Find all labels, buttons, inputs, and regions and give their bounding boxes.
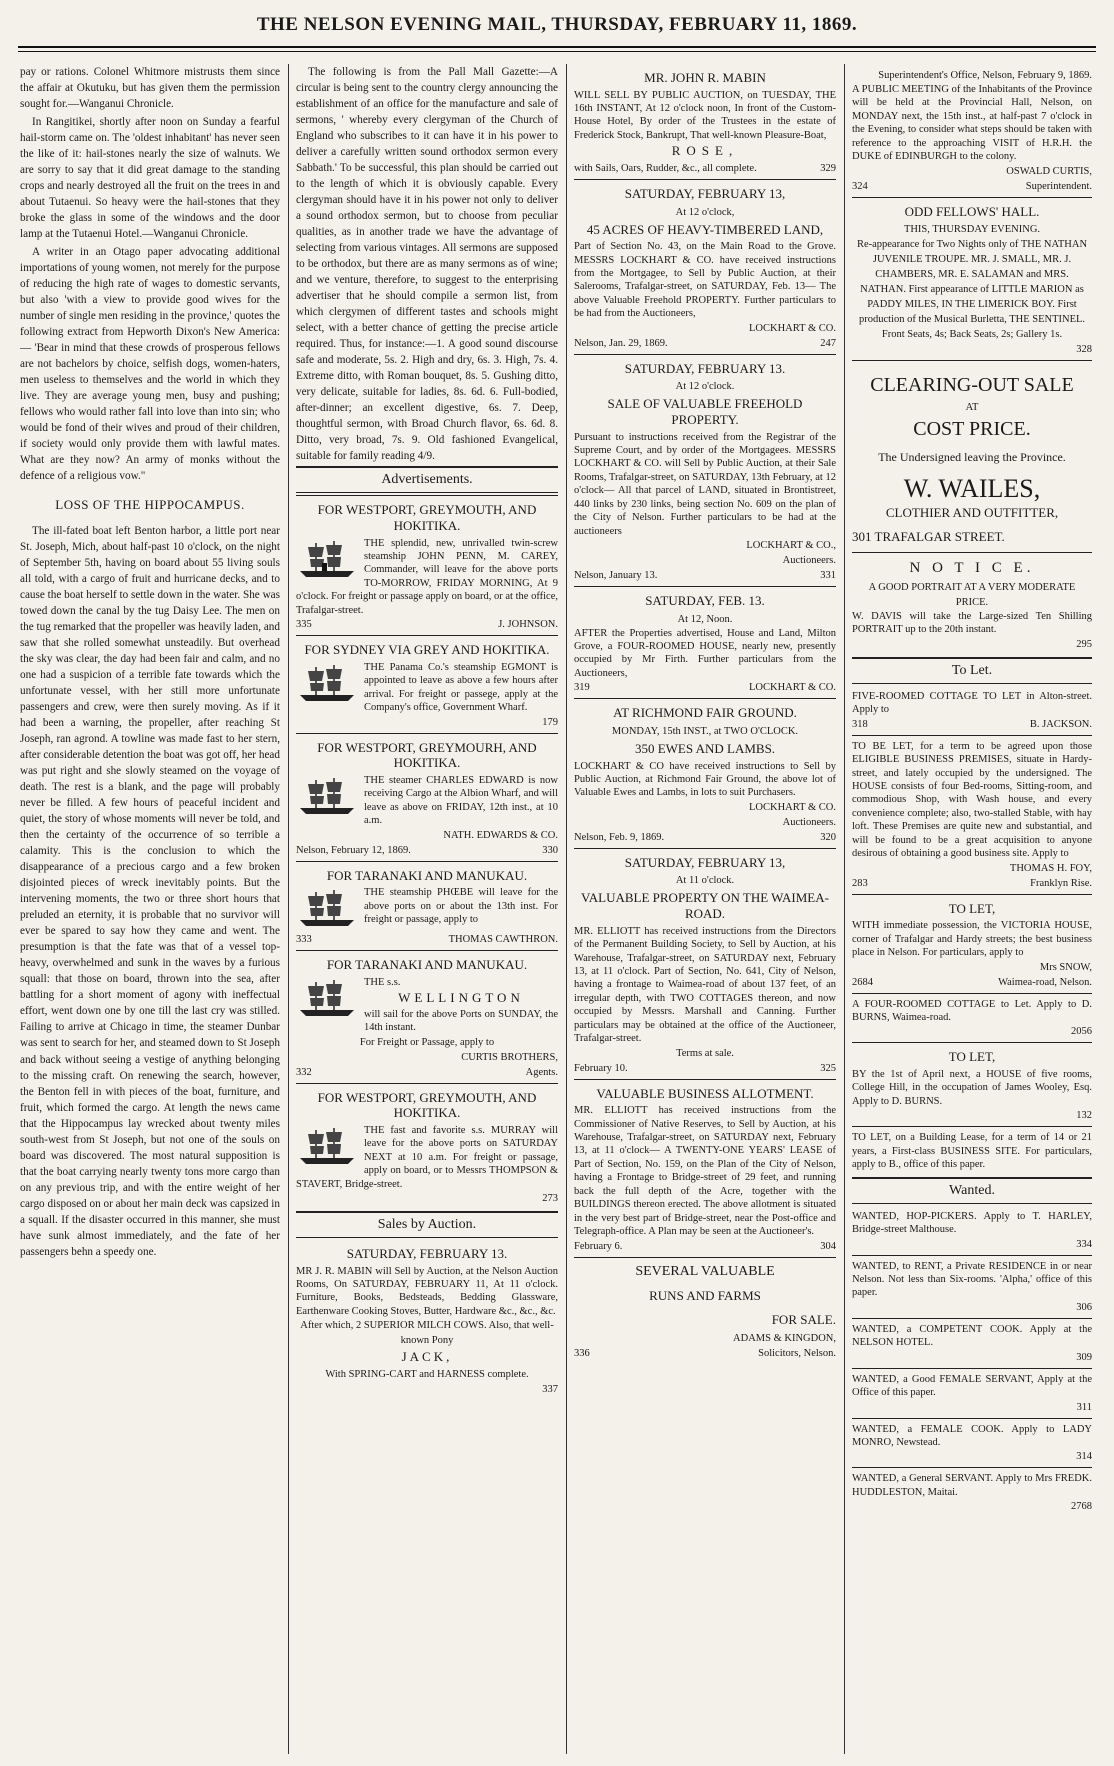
ad-address: 301 TRAFALGAR STREET. <box>852 529 1005 545</box>
ad-title: SATURDAY, FEBRUARY 13, <box>624 854 786 870</box>
ad-number: 295 <box>1076 638 1092 650</box>
ad-number: 337 <box>542 1383 558 1395</box>
ad-body: A FOUR-ROOMED COTTAGE to Let. Apply to D. BURNS, Waimea-road. <box>852 998 1092 1023</box>
ad-date: February 6. <box>574 1240 623 1252</box>
ad-signature: Solicitors, Nelson. <box>758 1347 836 1359</box>
ad-title: RUNS AND FARMS <box>649 1288 761 1304</box>
ad-body: THE s.s. <box>364 976 401 988</box>
column-1 <box>20 64 280 1754</box>
ad-signature: THOMAS H. FOY, <box>1009 862 1092 874</box>
advertisement <box>852 1255 1092 1318</box>
ad-body: WANTED, a Good FEMALE SERVANT, Apply at the Office of this paper. <box>852 1373 1092 1399</box>
ad-body: BY the 1st of April next, a HOUSE of five rooms, College Hill, in the occupation of James Wooley, Esq. Apply to D. BURNS. <box>852 1068 1092 1107</box>
ad-title: SATURDAY, FEBRUARY 13. <box>346 1245 508 1261</box>
ad-terms: Terms at sale. <box>676 1047 734 1059</box>
ad-number: 2684 <box>852 976 873 988</box>
ad-signature: LOCKHART & CO. <box>749 682 836 694</box>
ad-body: WANTED, a General SERVANT. Apply to Mrs FREDK. HUDDLESTON, Maitai. <box>852 1473 1092 1498</box>
advertisement <box>852 1318 1092 1368</box>
ad-title: ODD FELLOWS' HALL. <box>904 203 1040 219</box>
ad-body: FIVE-ROOMED COTTAGE TO LET in Alton-street. Apply to <box>852 690 1092 716</box>
ad-date: Nelson, Jan. 29, 1869. <box>574 337 668 349</box>
ad-subtitle: THIS, THURSDAY EVENING. <box>903 224 1041 236</box>
section-heading: To Let. <box>852 657 1092 684</box>
ad-signature: Auctioneers. <box>782 555 836 567</box>
ad-signature: Auctioneers. <box>782 816 836 828</box>
advertisement <box>296 635 558 732</box>
ad-body: A PUBLIC MEETING of the Inhabitants of the Province will be held at the Provincial Hall, Nelson, on MONDAY next, the 15th inst., at half-past 7 o'clock in the Evening, to consider what steps should be taken with reference to the approaching VISIT of H.R.H. the DUKE of EDINBURGH to the colony. <box>852 84 1092 163</box>
advertisement <box>574 586 836 698</box>
ad-number: 309 <box>1076 1351 1092 1363</box>
ad-number: 273 <box>542 1192 558 1204</box>
ad-title: 45 ACRES OF HEAVY-TIMBERED LAND, <box>586 221 824 237</box>
paragraph: A writer in an Otago paper advocating additional importations of young women, not merely for the purpose of reducing the high rate of wages to domestic servants, but also 'with a view to provide good wives for the number of single men residing in the province,' quotes the following extract from Hepworth Dixon's New America:— 'Bear in mind that these crowds of prosperous fellows are not bachelors by choice, selfish dogs, women-haters, men useless to themselves and the world in which they live. They are average young men, busy and pushing; fellows who would rather fall into love than into sin; who would be fond of their wives and proud of their children, if society would only provide them with lawful mates. What are they now? An army of monks without the defence of a religious vow." <box>20 246 280 483</box>
ad-title: FOR SYDNEY VIA GREY AND HOKITIKA. <box>304 642 550 658</box>
ad-body: WITH immediate possession, the VICTORIA HOUSE, corner of Trafalgar and Hardy streets; the best business place in Nelson. For particulars, apply to <box>852 920 1092 959</box>
masthead-rule-thin <box>18 51 1096 52</box>
ad-signature: LOCKHART & CO. <box>749 322 836 334</box>
advertisement <box>296 861 558 951</box>
ad-title: FOR WESTPORT, GREYMOUTH, AND HOKITIKA. <box>317 502 537 533</box>
ship-icon <box>296 661 358 705</box>
ad-number: 335 <box>296 619 312 631</box>
ad-number: 325 <box>820 1062 836 1074</box>
advertisement <box>574 64 836 179</box>
ship-icon <box>296 1124 358 1168</box>
column-4 <box>852 64 1092 1754</box>
advertisement <box>574 848 836 1079</box>
advertisement <box>852 1467 1092 1517</box>
ad-subtitle: At 11 o'clock. <box>675 875 735 887</box>
column-divider <box>288 64 289 1754</box>
ad-title: FOR TARANAKI AND MANUKAU. <box>326 867 528 883</box>
ad-signature: THOMAS CAWTHRON. <box>448 934 558 946</box>
ad-title: FOR SALE. <box>771 1311 836 1327</box>
ad-signature: Mrs SNOW, <box>1039 961 1092 973</box>
ad-signature: Agents. <box>525 1066 558 1078</box>
advertisement <box>574 179 836 354</box>
advertisement <box>852 1126 1092 1174</box>
ad-title: SEVERAL VALUABLE <box>635 1263 775 1279</box>
ad-number: 2056 <box>1071 1026 1092 1038</box>
boat-name: ROSE, <box>671 143 739 159</box>
ad-body: MR. ELLIOTT has received instructions from the Directors of the Permanent Building Society, to Sell by Auction, at his Warehouse, Trafalgar-street, on SATURDAY next, February 13, at 11 o'clock. Part of Section, No. 641, City of Nelson, having a frontage to Waimea-road of about 137 feet, of an irregular depth, with TWO COTTAGES thereon, and now occupied by Messrs. Marshall and Canning. Further particulars may be obtained at the office of the Auctioneer, Trafalgar-street. <box>574 925 836 1045</box>
ad-title: SATURDAY, FEB. 13. <box>645 593 765 609</box>
ad-body: WANTED, HOP-PICKERS. Apply to T. HARLEY, Bridge-street Malthouse. <box>852 1210 1092 1236</box>
paragraph: The ill-fated boat left Benton harbor, a little port near St. Joseph, Mich, about half-past 10 o'clock, on the night of September 5th, having on board about 55 living souls all told, with a cargo of fruit and hurricane decks, and to cause the boat herself to settle down in the water. She was towed down the canal by the tug Daisy Lee. The men on the tug remarked that the propeller was heavily laden, and saw that she rolled somewhat unsteadily. But overhead the sky was clear, the day had been fair and calm, and no one had a suspicion of a terrible fate towards which the unfortunate vessel, with her still more unfortunate passengers and crew, were then surely moving. As if it had been a warning, the propeller, after reaching St Joseph, ran agrond. A towline was made fast to her stern, after considerable detention the boat was got off, her head was put right and she slowly steamed on the voyage of death. The rest is a blank, and the page will probably never be filled. A few hours of peaceful incident and quiet, the story of whose moments will never be told, and then the certainty of the occurrence of so terrible a calamity. This is the conclusion to which the disappearance of a precious cargo and a few broken disjointed pieces of wreck inevitably points. But the intervening moments, the two or three short hours that preluded an eternity, it is probable that no survivor will ever be spared to say how they came and went. The presumption is that the fate was that of a vessel top-heavy, overwhelmed and sunk in the waves by a furious squall: that those on board, thrown into the sea, after battling for a short moment of agony with ineffectual effort, went down one by one till the last cry was stilled. Failing to arrive at Chicago in time, the steamer Dunbar was sent to search for her, and steamed down to St Joseph and back without seeing a vestige of anything belonging to the missing craft. On renewing the search, however, the Benton fell in with pieces of the boat, furniture, and fruit, which formed the cargo. At length the news came that the Hippocampus lay wrecked about twenty miles south-west from St Joseph, but not one of the souls on board was discovered. The most natural supposition is that the boat carrying nearly twenty tons more cargo than on any previous trip, and with the entire weight of her cargo disposed on or about her main deck was capsized in a squall. If the disaster occurred in this manner, she must have sunk almost immediately, and the fate of her passengers behn a speedy one. <box>20 524 280 1258</box>
ad-body: Front Seats, 4s; Back Seats, 2s; Gallery 1s. <box>881 329 1063 341</box>
advertisement <box>574 1257 836 1364</box>
ship-name: WELLINGTON <box>398 990 524 1006</box>
advertisement <box>852 197 1092 361</box>
ad-number: 319 <box>574 682 590 694</box>
ad-body: After which, 2 SUPERIOR MILCH COWS. Also, that well-known Pony <box>300 1320 554 1347</box>
ad-title: TO LET, <box>948 1049 996 1065</box>
ad-number: 329 <box>820 162 836 174</box>
ad-number: 332 <box>296 1066 312 1078</box>
ad-number: 247 <box>820 337 836 349</box>
ad-number: 328 <box>1076 344 1092 356</box>
advertisement <box>852 1418 1092 1468</box>
ad-subtitle: At 12, Noon. <box>677 613 733 625</box>
advertisement <box>296 733 558 861</box>
ad-body: with Sails, Oars, Rudder, &c., all complete. <box>574 162 757 174</box>
ad-subtitle: AT <box>965 401 979 413</box>
ad-title: VALUABLE BUSINESS ALLOTMENT. <box>596 1085 814 1101</box>
ad-body: Pursuant to instructions received from the Registrar of the Supreme Court, and by order of the Mortgagees. MESSRS LOCKHART & CO. will Sell by Public Auction, at their Sale Rooms, Trafalgar-street, on SATURDAY, 13th February, at 12 o'clock— All that parcel of LAND, situated in Brontistreet, 440 links by 230 links, being section No. 609 on the plan of the City of Nelson. Further particulars to be had at the auctioneers <box>574 431 836 537</box>
ad-body: AFTER the Properties advertised, House and Land, Milton Grove, a FOUR-ROOMED HOUSE, nearly new, presently occupied by Mr Firth. Further particulars from the Auctioneers, <box>574 627 836 679</box>
ad-number: 132 <box>1076 1110 1092 1122</box>
ad-signature: ADAMS & KINGDON, <box>733 1332 836 1344</box>
ad-body: THE steamship PHŒBE will leave for the above ports on or about the 13th inst. For freight or passage, apply to <box>364 887 558 925</box>
ad-signature: Franklyn Rise. <box>1030 877 1092 889</box>
ad-body: The Undersigned leaving the Province. <box>878 450 1066 465</box>
ad-subtitle: At 12 o'clock, <box>675 206 735 218</box>
ad-subtitle: A GOOD PORTRAIT AT A VERY MODERATE PRICE. <box>868 581 1076 608</box>
ad-number: 304 <box>820 1240 836 1252</box>
ship-icon <box>296 886 358 930</box>
ad-body: Part of Section No. 43, on the Main Road to the Grove. MESSRS LOCKHART & CO. have received instructions from the Mortgagee, to Sell by Public Auction, at their Salerooms, Trafalgar-street, on SATURDAY, Feb. 13— The above Valuable Freehold PROPERTY. Further particulars to be had from the Auctioneers, <box>574 241 836 320</box>
advertisement <box>852 1206 1092 1255</box>
ad-body: WANTED, to RENT, a Private RESIDENCE in or near Nelson. Not less than Six-rooms. 'Alpha,' office of this paper. <box>852 1260 1092 1299</box>
ad-signature: Waimea-road, Nelson. <box>998 976 1092 988</box>
advertisement <box>574 1079 836 1257</box>
ad-signature: Superintendent. <box>1025 180 1092 192</box>
advertisement <box>852 64 1092 197</box>
ad-body: TO LET, on a Building Lease, for a term of 14 or 21 years, a First-class BUSINESS SITE. For particulars, apply to B., office of this paper. <box>852 1132 1092 1171</box>
ad-body: THE Panama Co.'s steamship EGMONT is appointed to leave as above a few hours after arrival. For freight or passege, apply at the Company's office, Government Wharf. <box>364 661 558 714</box>
ad-subtitle: CLOTHIER AND OUTFITTER, <box>885 504 1059 520</box>
ad-body: For Freight or Passage, apply to <box>359 1036 495 1048</box>
advertisement <box>852 735 1092 894</box>
ad-signature: OSWALD CURTIS, <box>1006 165 1092 177</box>
advertisement <box>852 1368 1092 1418</box>
masthead: THE NELSON EVENING MAIL, THURSDAY, FEBRUARY 11, 1869. <box>256 14 858 35</box>
ad-number: 336 <box>574 1347 590 1359</box>
ad-title: N O T I C E. <box>909 559 1035 576</box>
advertisement <box>852 360 1092 552</box>
ad-title: FOR TARANAKI AND MANUKAU. <box>326 957 528 973</box>
article-heading: LOSS OF THE HIPPOCAMPUS. <box>55 497 245 513</box>
ad-body: W. DAVIS will take the Large-sized Ten Shilling PORTRAIT up to the 20th instant. <box>852 610 1092 636</box>
ad-title: 350 EWES AND LAMBS. <box>634 740 776 756</box>
advertisement <box>852 894 1092 993</box>
ad-body: TO BE LET, for a term to be agreed upon those ELIGIBLE BUSINESS PREMISES, situate in Hardy-street, and lately occupied by the undersigned. The HOUSE consists of four Bed-rooms, Sitting-room, and commodious Shop, with Wash house, and every convenience complete; also, two-stalled Stable, with hay loft. These Premises are quite new and substantial, and will be found to be a great acquisition to anyone desirous of obtaining a good business site. Apply to <box>852 740 1092 860</box>
ad-number: 283 <box>852 877 868 889</box>
column-divider <box>844 64 845 1754</box>
section-heading: Advertisements. <box>296 466 558 493</box>
ad-title: SATURDAY, FEBRUARY 13, <box>624 185 786 201</box>
ad-signature: CURTIS BROTHERS, <box>461 1051 558 1063</box>
ad-number: 311 <box>1076 1401 1092 1413</box>
column-2 <box>296 64 558 1754</box>
ad-number: 179 <box>542 716 558 728</box>
ad-title: FOR WESTPORT, GREYMOUTH, AND HOKITIKA. <box>317 1089 537 1121</box>
ship-icon <box>296 976 358 1020</box>
advertisement <box>574 698 836 848</box>
ad-body: WANTED, a COMPETENT COOK. Apply at the NELSON HOTEL. <box>852 1323 1092 1349</box>
merchant-name: W. WAILES, <box>903 473 1041 503</box>
ad-date: February 10. <box>574 1062 628 1074</box>
ad-number: 318 <box>852 718 868 730</box>
ad-date: Nelson, January 13. <box>574 570 658 582</box>
column-3 <box>574 64 836 1754</box>
advertisement <box>296 950 558 1082</box>
ship-icon <box>296 774 358 818</box>
ad-signature: NATH. EDWARDS & CO. <box>443 829 558 841</box>
advertisement <box>296 1240 558 1400</box>
ad-number: 333 <box>296 934 312 946</box>
ad-title: FOR WESTPORT, GREYMOURH, AND HOKITIKA. <box>317 739 537 771</box>
ad-number: 306 <box>1076 1301 1092 1313</box>
ad-body: THE splendid, new, unrivalled twin-screw steamship JOHN PENN, M. CAREY, Commander, will leave for the above ports TO-MORROW, FRIDAY MORNING, At 9 o'clock. For freight or passage apply on board, or at the office, Trafalgar-street. <box>296 537 558 616</box>
ad-signature: LOCKHART & CO. <box>749 801 836 813</box>
ad-title: MR. JOHN R. MABIN <box>644 70 766 85</box>
advertisement <box>852 552 1092 655</box>
ad-date: Nelson, Feb. 9, 1869. <box>574 831 665 843</box>
ad-title: VALUABLE PROPERTY ON THE WAIMEA-ROAD. <box>581 890 829 922</box>
ship-icon <box>296 537 358 581</box>
pony-name: JACK, <box>401 1349 453 1365</box>
ad-body: THE fast and favorite s.s. MURRAY will leave for the above ports on SATURDAY NEXT at 10 a.m. For freight or passage, apply on board, or to Messrs THOMPSON & STAVERT, Bridge-street. <box>296 1124 558 1190</box>
section-heading: Wanted. <box>852 1177 1092 1204</box>
advertisement <box>852 1042 1092 1126</box>
masthead-rule <box>18 46 1096 48</box>
ad-title: SALE OF VALUABLE FREEHOLD PROPERTY. <box>607 396 803 427</box>
paragraph: The following is from the Pall Mall Gazette:—A circular is being sent to the country clergy announcing the establishment of an office for the manufacture and sale of sermons, ' whereby every clergyman of the Church of England who subscribes to it can have it in his power to deliver a carefully written sound orthodox sermon every Sabbath.' To be successful, this plan should be carried out to the length of which it is obviously capable. Every clergyman should have it in his power not only to deliver a sound orthodox sermon, but to choose from peculiar qualities, as in another trade we have the advantage of selecting from various vintages. All sermons are supposed to be orthodox, but there are as many sermons as of wine; and we venture, therefore, to suggest to the enterprising advertiser that he should compile a sermon list, from which clergymen of different tastes and schools might select, with a better chance of getting the precise article required. Thus, for instance:—1. A good sound discourse safe and moderate, 5s. 2. High and dry, 6s. 3. High, 7s. 4. Extreme ditto, with Roman bouquet, 8s. 5. Gushing ditto, very delicate, suitable for ladies, 8s. 6d. 6. Full-bodied, after-dinner; an excellent digestive, 6s. 7. Deep, thoughtful sermon, with Broad Church flavor, 6s. 6d. 8. Ditto, very broad, 7s. 9. Old fashioned Evangelical, suitable for family reading 4/9. <box>296 66 558 463</box>
ad-signature: B. JACKSON. <box>1029 718 1092 730</box>
ad-body: WILL SELL BY PUBLIC AUCTION, on TUESDAY, THE 16th INSTANT, At 12 o'clock noon, In front of the Custom-House Hotel, By order of the Trustees in the estate of Frederick Stock, Bankrupt, That well-known Pleasure-Boat, <box>574 89 836 141</box>
ad-body: MR J. R. MABIN will Sell by Auction, at the Nelson Auction Rooms, On SATURDAY, FEBRUARY 11, At 11 o'clock. Furniture, Books, Bedsteads, Bedding Glassware, Earthenware Cooking Stoves, Butter, Hardware &c., &c., &c. <box>296 1265 558 1317</box>
advertisement <box>296 1083 558 1209</box>
ad-body: With SPRING-CART and HARNESS complete. <box>325 1368 529 1380</box>
paragraph: In Rangitikei, shortly after noon on Sunday a fearful hail-storm came on. The 'oldest inhabitant' has never seen the like of it: hail-stones nearly the size of walnuts. We are sorry to say that it did great damage to the standing crops and nearly destroyed all the fruit on the trees in and about Tutaenui. So heavy were the hail-stones that they broke the glass in some of the windows and the door lamp at the Tutaenui Hotel.—Wanganui Chronicle. <box>20 116 280 241</box>
ad-signature: J. JOHNSON. <box>498 619 558 631</box>
advertisement <box>574 354 836 586</box>
ad-body: MR. ELLIOTT has received instructions from the Commissioner of Native Reserves, to Sell by Auction, at his Warehouse, Trafalgar-street, on SATURDAY next, February 13, at 11 o'clock— A TWENTY-ONE YEARS' LEASE of Part of Section, No. 159, on the Plan of the City of Nelson, having a Frontage to Bridge-street of 29 feet, and running back the full depth of the Acre, together with the BUILDINGS thereon erected. The above allotment is situated in the very best part of Bridge-street, near the Post-office and Telegraph-office. A Plan may be seen at the Auctioneer's. <box>574 1105 836 1238</box>
ad-number: 314 <box>1076 1451 1092 1463</box>
advertisement <box>852 686 1092 735</box>
advertisement <box>296 495 558 635</box>
ad-subtitle: At 12 o'clock. <box>675 381 735 393</box>
ad-title: AT RICHMOND FAIR GROUND. <box>613 705 797 721</box>
ad-number: 320 <box>820 831 836 843</box>
ad-title: SATURDAY, FEBRUARY 13. <box>624 360 786 376</box>
ad-number: 324 <box>852 180 868 192</box>
ad-body: will sail for the above Ports on SUNDAY, the 14th instant. <box>364 1008 558 1034</box>
ad-title: CLEARING-OUT SALE <box>870 374 1074 397</box>
paragraph: pay or rations. Colonel Whitmore mistrusts them since the affair at Okutuku, but has given them the permission sought for.—Wanganui Chronicle. <box>20 66 280 111</box>
ad-signature: LOCKHART & CO., <box>746 540 836 552</box>
ad-header: Superintendent's Office, Nelson, February 9, 1869. <box>878 70 1092 81</box>
ad-body: WANTED, a FEMALE COOK. Apply to LADY MONRO, Newstead. <box>852 1423 1092 1448</box>
ad-body: THE steamer CHARLES EDWARD is now receiving Cargo at the Albion Wharf, and will leave as above on FRIDAY, 12th inst., at 10 a.m. <box>364 774 558 827</box>
advertisement <box>852 993 1092 1043</box>
ad-body: Re-appearance for Two Nights only of THE NATHAN JUVENILE TROUPE. MR. J. SMALL, MR. J. CHAMBERS, MR. E. SALAMAN and MRS. NATHAN. First appearance of LITTLE MARION as PADDY MILES, IN THE LIMERICK BOY. First production of the Musical Burletta, THE SENTINEL. <box>856 239 1088 326</box>
ad-date: Nelson, February 12, 1869. <box>296 844 411 856</box>
section-heading: Sales by Auction. <box>296 1211 558 1238</box>
column-divider <box>566 64 567 1754</box>
ad-title: TO LET, <box>948 900 996 916</box>
ad-title: COST PRICE. <box>913 417 1031 440</box>
ad-number: 330 <box>542 844 558 856</box>
ad-subtitle: MONDAY, 15th INST., at TWO O'CLOCK. <box>611 725 799 737</box>
ad-number: 334 <box>1076 1238 1092 1250</box>
ad-number: 331 <box>820 570 836 582</box>
ad-body: LOCKHART & CO have received instructions to Sell by Public Auction, at Richmond Fair Ground, the above lot of Valuable Ewes and Lambs, in lots to suit Purchasers. <box>574 760 836 799</box>
ad-number: 2768 <box>1071 1501 1092 1513</box>
